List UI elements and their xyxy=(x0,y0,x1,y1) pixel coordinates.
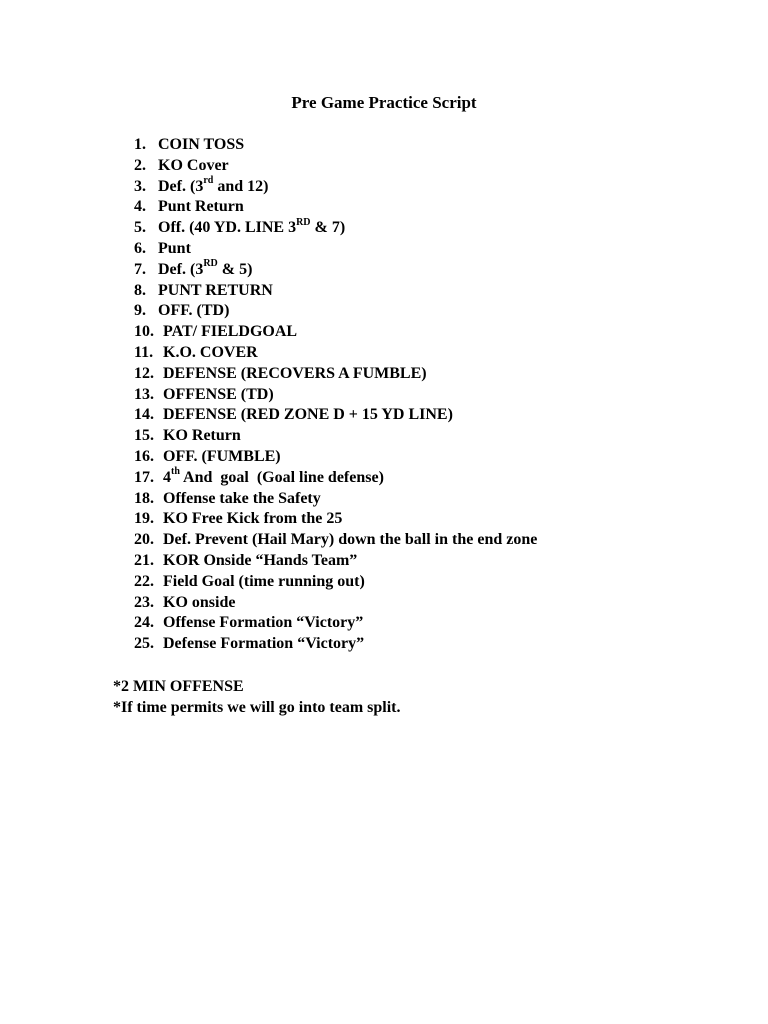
page-title: Pre Game Practice Script xyxy=(291,93,477,112)
list-item-text xyxy=(163,466,384,486)
list-item xyxy=(134,551,537,572)
list-item-text xyxy=(163,365,427,382)
list-item-number: 11. xyxy=(134,343,154,361)
list-item-number: 14. xyxy=(134,406,154,424)
list-item-number: 9. xyxy=(134,302,146,320)
list-item-number: 23. xyxy=(134,593,154,611)
list-item-number: 24. xyxy=(134,614,154,632)
list-item xyxy=(134,593,537,614)
list-item-text-part: & 5) xyxy=(217,260,253,278)
list-item-text-part: DEFENSE (RED ZONE D + 15 YD LINE) xyxy=(163,406,453,424)
list-item-number: 3. xyxy=(134,177,146,195)
list-item-text-part: K.O. COVER xyxy=(163,343,258,361)
list-item xyxy=(134,572,537,593)
list-item-text xyxy=(158,282,273,299)
list-item-number: 22. xyxy=(134,572,154,590)
list-item-text-part: KO Cover xyxy=(158,156,229,174)
notes-section xyxy=(113,676,401,718)
list-item xyxy=(134,489,537,510)
superscript-text: RD xyxy=(296,216,311,228)
list-item-text-part: Punt xyxy=(158,239,191,257)
list-item-text-part: Punt Return xyxy=(158,198,244,216)
list-item xyxy=(134,135,537,156)
list-item-text xyxy=(163,344,258,361)
list-item xyxy=(134,468,537,489)
list-item-text xyxy=(158,175,269,195)
list-item xyxy=(134,260,537,281)
list-item-text-part: and 12) xyxy=(213,177,269,195)
list-item xyxy=(134,426,537,447)
list-item xyxy=(134,364,537,385)
list-item-text-part: Defense Formation “Victory” xyxy=(163,635,365,653)
list-item-text xyxy=(163,573,365,590)
list-item xyxy=(134,156,537,177)
list-item xyxy=(134,385,537,406)
list-item-text-part: Offense take the Safety xyxy=(163,489,321,507)
list-item-number: 25. xyxy=(134,635,154,653)
list-item-number: 8. xyxy=(134,281,146,299)
list-item-number: 5. xyxy=(134,219,146,237)
list-item-text xyxy=(163,510,342,527)
list-item xyxy=(134,343,537,364)
list-item-text-part: OFF. (TD) xyxy=(158,302,230,320)
list-item-number: 15. xyxy=(134,427,154,445)
list-item-number: 7. xyxy=(134,260,146,278)
list-item-text xyxy=(158,302,229,319)
list-item-number: 17. xyxy=(134,468,154,486)
list-item-number: 19. xyxy=(134,510,154,528)
list-item-text-part: PUNT RETURN xyxy=(158,281,273,299)
list-item-text-part: KO onside xyxy=(163,593,236,611)
list-item-text-part: Def. (3 xyxy=(158,177,204,195)
list-item-text xyxy=(163,323,297,340)
superscript-text: RD xyxy=(203,258,218,270)
list-item-text xyxy=(163,386,274,403)
list-item-number: 1. xyxy=(134,136,146,153)
note-line: *2 MIN OFFENSE xyxy=(113,678,244,695)
list-item-text xyxy=(163,427,241,444)
list-item-text-part: Offense Formation “Victory” xyxy=(163,614,364,632)
list-item-text xyxy=(163,490,321,507)
list-item-text-part: KO Return xyxy=(163,427,241,445)
list-item-number: 2. xyxy=(134,156,146,174)
list-item-number: 20. xyxy=(134,531,154,549)
list-item xyxy=(134,281,537,302)
list-item-text-part: 4 xyxy=(163,468,171,486)
list-item-text-part: COIN TOSS xyxy=(158,136,245,153)
list-item-text-part: PAT/ FIELDGOAL xyxy=(163,323,298,341)
list-item-text xyxy=(163,614,363,631)
list-item-text xyxy=(158,240,191,257)
list-item-number: 10. xyxy=(134,323,154,341)
list-item xyxy=(134,301,537,322)
list-item-text-part: OFF. (FUMBLE) xyxy=(163,447,281,465)
list-item-number: 4. xyxy=(134,198,146,216)
list-item-text xyxy=(158,198,244,215)
list-item-text-part: Field Goal (time running out) xyxy=(163,572,365,590)
list-item xyxy=(134,197,537,218)
note-line: *If time permits we will go into team split. xyxy=(113,699,401,716)
list-item xyxy=(134,613,537,634)
list-item-number: 6. xyxy=(134,239,146,257)
list-item-text-part: KO Free Kick from the 25 xyxy=(163,510,343,528)
list-item-text-part: Off. (40 YD. LINE 3 xyxy=(158,219,297,237)
superscript-text: th xyxy=(171,466,180,478)
list-item-text-part: KOR Onside “Hands Team” xyxy=(163,551,358,569)
list-item xyxy=(134,447,537,468)
list-item xyxy=(134,177,537,198)
list-item-text-part: OFFENSE (TD) xyxy=(163,385,274,403)
list-item-number: 12. xyxy=(134,364,154,382)
list-item-text-part: Def. Prevent (Hail Mary) down the ball in the end zone xyxy=(163,531,538,549)
list-item xyxy=(134,530,537,551)
list-item-text xyxy=(158,136,244,153)
list-item-text xyxy=(163,531,537,548)
superscript-text: rd xyxy=(203,175,214,187)
list-item xyxy=(134,322,537,343)
list-item-text-part: & 7) xyxy=(310,219,346,237)
list-item-text xyxy=(158,258,253,278)
list-item-text-part: DEFENSE (RECOVERS A FUMBLE) xyxy=(163,364,427,382)
list-item-text xyxy=(163,406,453,423)
list-item-text xyxy=(158,216,346,237)
list-item-number: 18. xyxy=(134,489,154,507)
list-item-text xyxy=(163,635,364,652)
list-item-number: 21. xyxy=(134,551,154,569)
list-item-text-part: And goal (Goal line defense) xyxy=(179,468,384,486)
list-item-text xyxy=(163,552,357,569)
list-item xyxy=(134,509,537,530)
list-item xyxy=(134,634,537,655)
list-item-text xyxy=(163,594,235,611)
list-item-number: 13. xyxy=(134,385,154,403)
practice-script-list xyxy=(134,135,537,655)
list-item-text-part: Def. (3 xyxy=(158,260,204,278)
list-item xyxy=(134,239,537,260)
list-item-text xyxy=(163,448,281,465)
list-item-text xyxy=(158,157,229,174)
list-item xyxy=(134,218,537,239)
list-item-number: 16. xyxy=(134,447,154,465)
list-item xyxy=(134,405,537,426)
